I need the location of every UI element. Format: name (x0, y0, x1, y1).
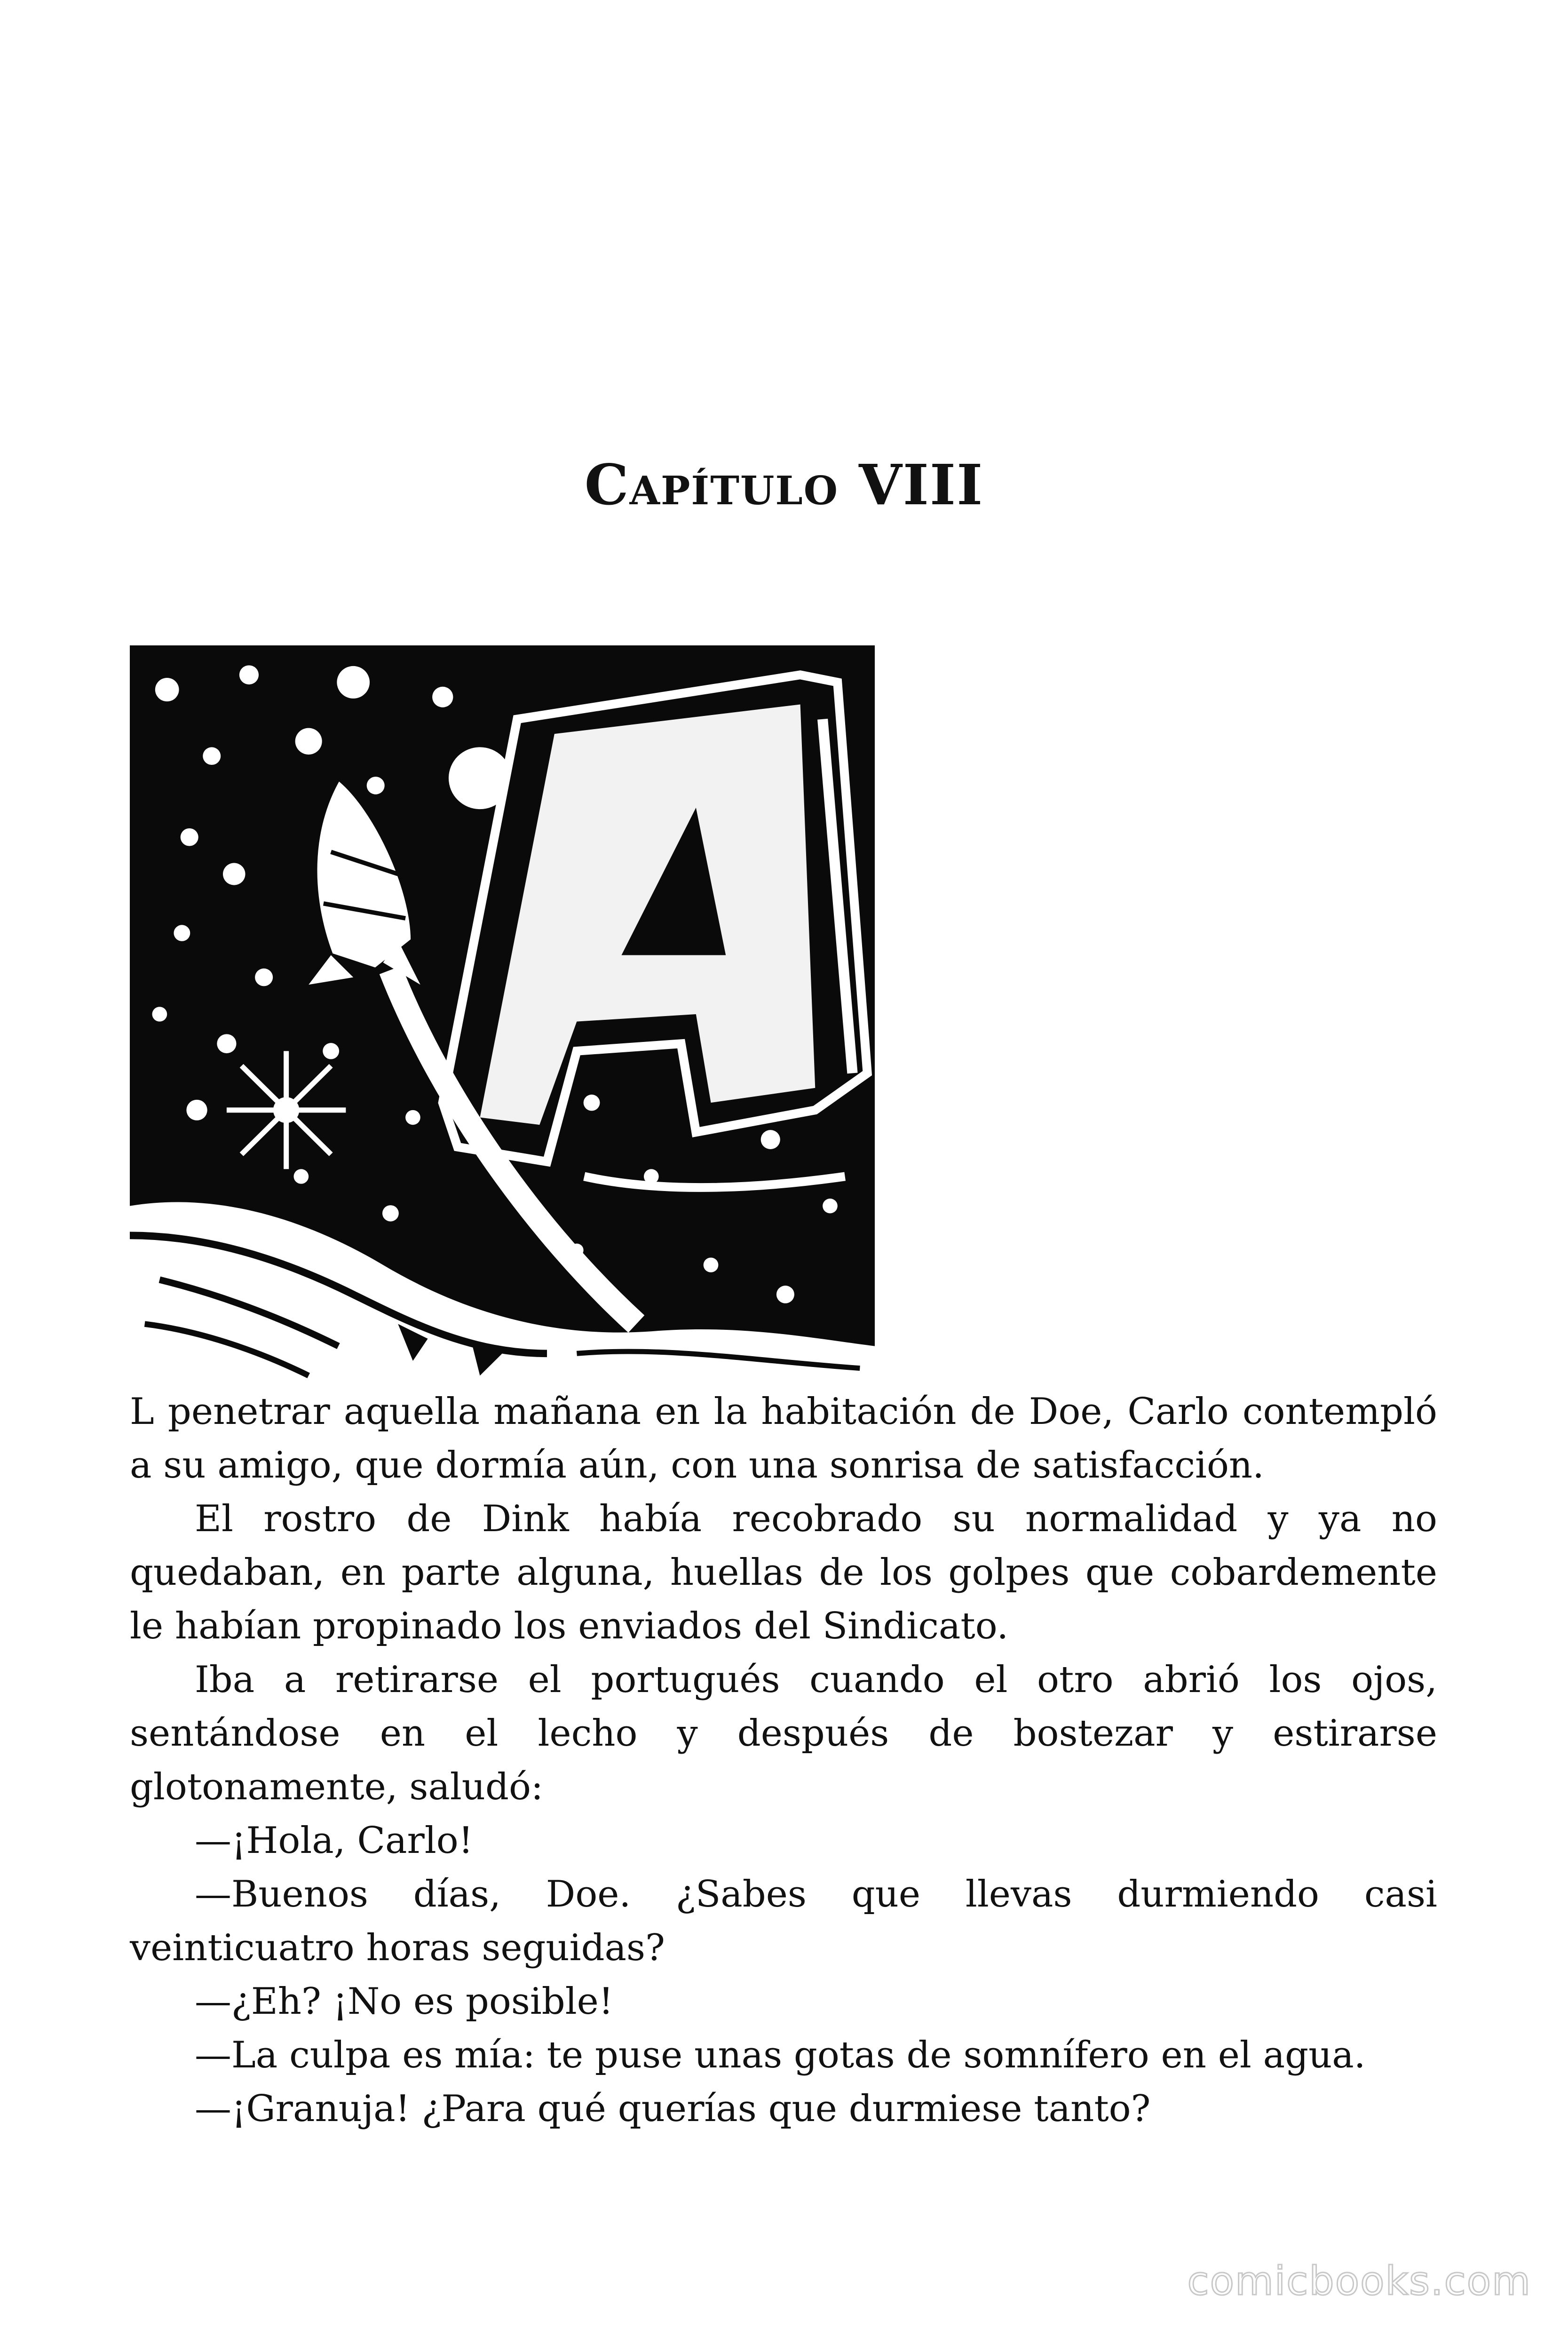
star-icon (227, 1051, 346, 1169)
dialogue-line: —La culpa es mía: te puse unas gotas de somnífero en el agua. (195, 2034, 1366, 2076)
initial-letter-illustration (130, 645, 875, 1383)
chapter-title: Capítulo VIII (584, 452, 984, 517)
dialogue-line: —¡Granuja! ¿Para qué querías que durmiese tanto? (195, 2088, 1151, 2130)
watermark: comicbooks.com (1187, 2258, 1531, 2304)
dialogue-line: —Buenos días, Doe. ¿Sabes que llevas durmiendo casi veinticuatro horas seguidas? (130, 1873, 1437, 1969)
paragraph: L penetrar aquella mañana en la habitación de Doe, Carlo contempló a su amigo, que dormía aún, con una sonrisa de satisfacción. (130, 1391, 1437, 1486)
dialogue-line: —¡Hola, Carlo! (195, 1820, 474, 1862)
paragraph: Iba a retirarse el portugués cuando el otro abrió los ojos, sentándose en el lecho y después de bostezar y estirarse glotonamente, saludó: (130, 1659, 1437, 1808)
paragraph: El rostro de Dink había recobrado su normalidad y ya no quedaban, en parte alguna, huellas de los golpes que cobardemente le habían propinado los enviados del Sindicato. (130, 1498, 1437, 1647)
chapter-body (130, 1385, 1437, 2136)
dialogue-line: —¿Eh? ¡No es posible! (195, 1980, 614, 2023)
